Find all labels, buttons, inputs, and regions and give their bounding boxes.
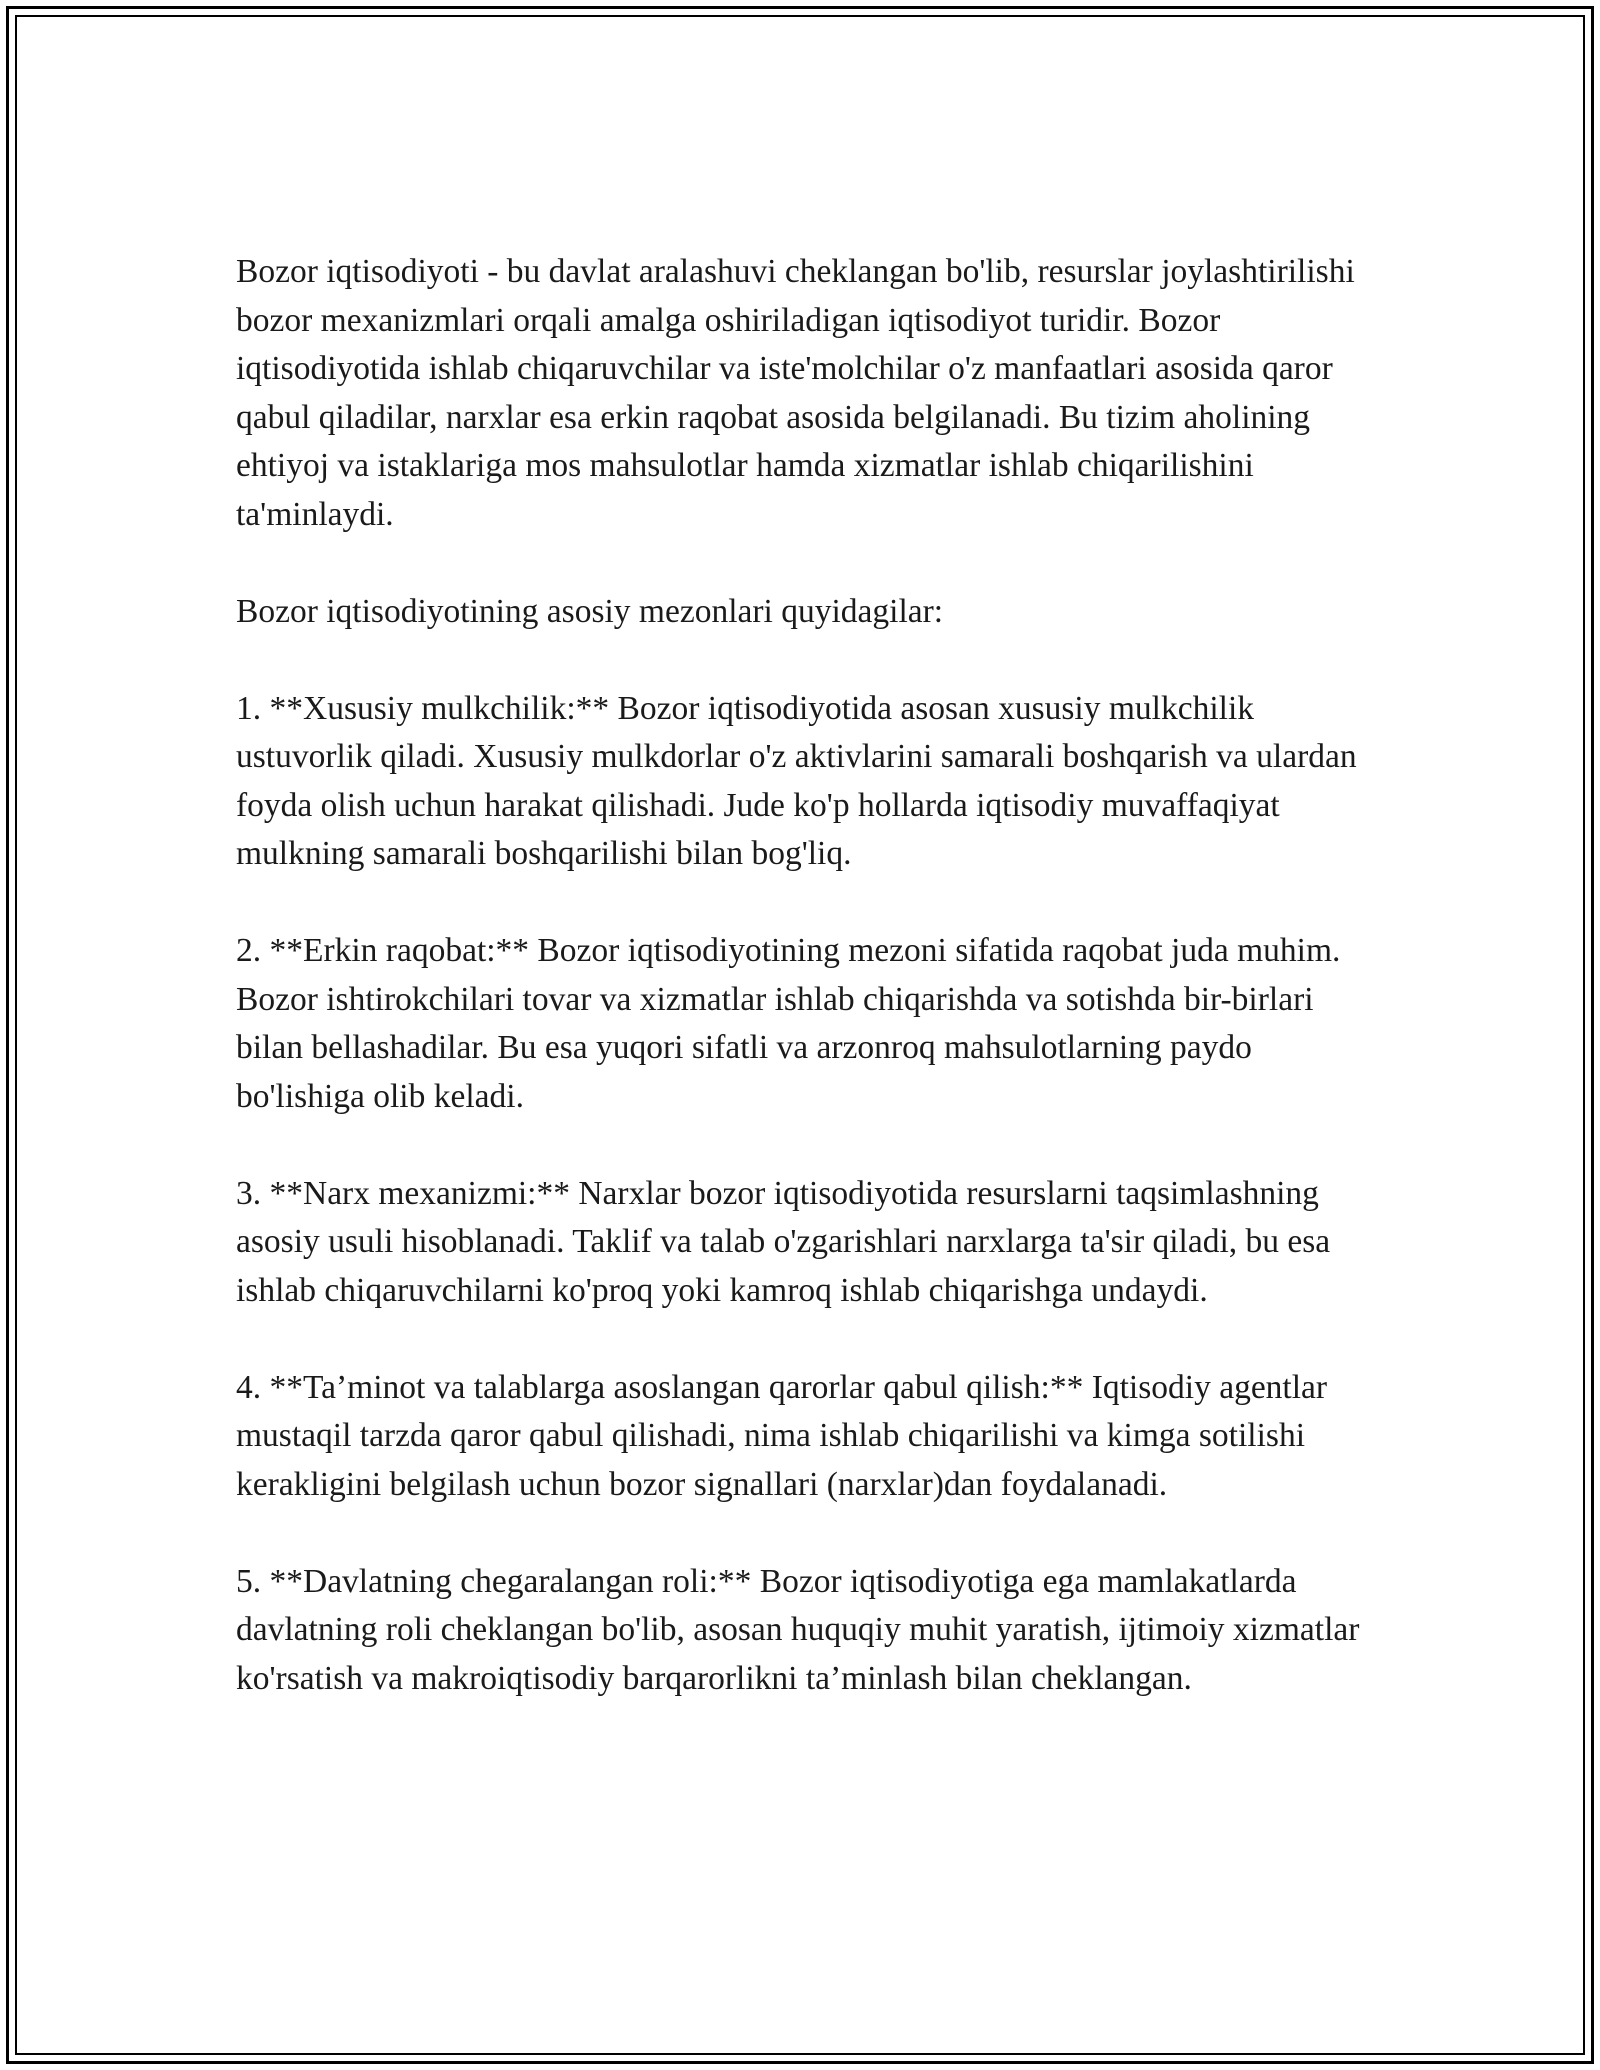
document-body	[236, 248, 1376, 1703]
criteria-lead: Bozor iqtisodiyotining asosiy mezonlari quyidagilar:	[236, 592, 944, 630]
criterion-item-3: 3. **Narx mexanizmi:** Narxlar bozor iqtisodiyotida resurslarni taqsimlashning asosiy usuli hisoblanadi. Taklif va talab o'zgarishlari narxlarga ta'sir qiladi, bu esa ishlab chiqaruvchilarni ko'proq yoki kamroq ishlab chiqarishga undaydi.	[236, 1174, 1331, 1309]
criterion-item-5: 5. **Davlatning chegaralangan roli:** Bozor iqtisodiyotiga ega mamlakatlarda davlatning roli cheklangan bo'lib, asosan huquqiy muhit yaratish, ijtimoiy xizmatlar ko'rsatish va makroiqtisodiy barqarorlikni ta’minlash bilan cheklangan.	[236, 1562, 1360, 1697]
criterion-item-4: 4. **Ta’minot va talablarga asoslangan qarorlar qabul qilish:** Iqtisodiy agentlar mustaqil tarzda qaror qabul qilishadi, nima ishlab chiqarilishi va kimga sotilishi kerakligini belgilash uchun bozor signallari (narxlar)dan foydalanadi.	[236, 1368, 1328, 1503]
intro-paragraph: Bozor iqtisodiyoti - bu davlat aralashuvi cheklangan bo'lib, resurslar joylashtirilishi bozor mexanizmlari orqali amalga oshiriladigan iqtisodiyot turidir. Bozor iqtisodiyotida ishlab chiqaruvchilar va iste'molchilar o'z manfaatlari asosida qaror qabul qiladilar, narxlar esa erkin raqobat asosida belgilanadi. Bu tizim aholining ehtiyoj va istaklariga mos mahsulotlar hamda xizmatlar ishlab chiqarilishini ta'minlaydi.	[236, 253, 1355, 533]
criterion-item-1: 1. **Xususiy mulkchilik:** Bozor iqtisodiyotida asosan xususiy mulkchilik ustuvorlik qiladi. Xususiy mulkdorlar o'z aktivlarini samarali boshqarish va ulardan foyda olish uchun harakat qilishadi. Jude ko'p hollarda iqtisodiy muvaffaqiyat mulkning samarali boshqarilishi bilan bog'liq.	[236, 689, 1357, 872]
criterion-item-2: 2. **Erkin raqobat:** Bozor iqtisodiyotining mezoni sifatida raqobat juda muhim. Bozor ishtirokchilari tovar va xizmatlar ishlab chiqarishda va sotishda bir-birlari bilan bellashadilar. Bu esa yuqori sifatli va arzonroq mahsulotlarning paydo bo'lishiga olib keladi.	[236, 932, 1341, 1115]
